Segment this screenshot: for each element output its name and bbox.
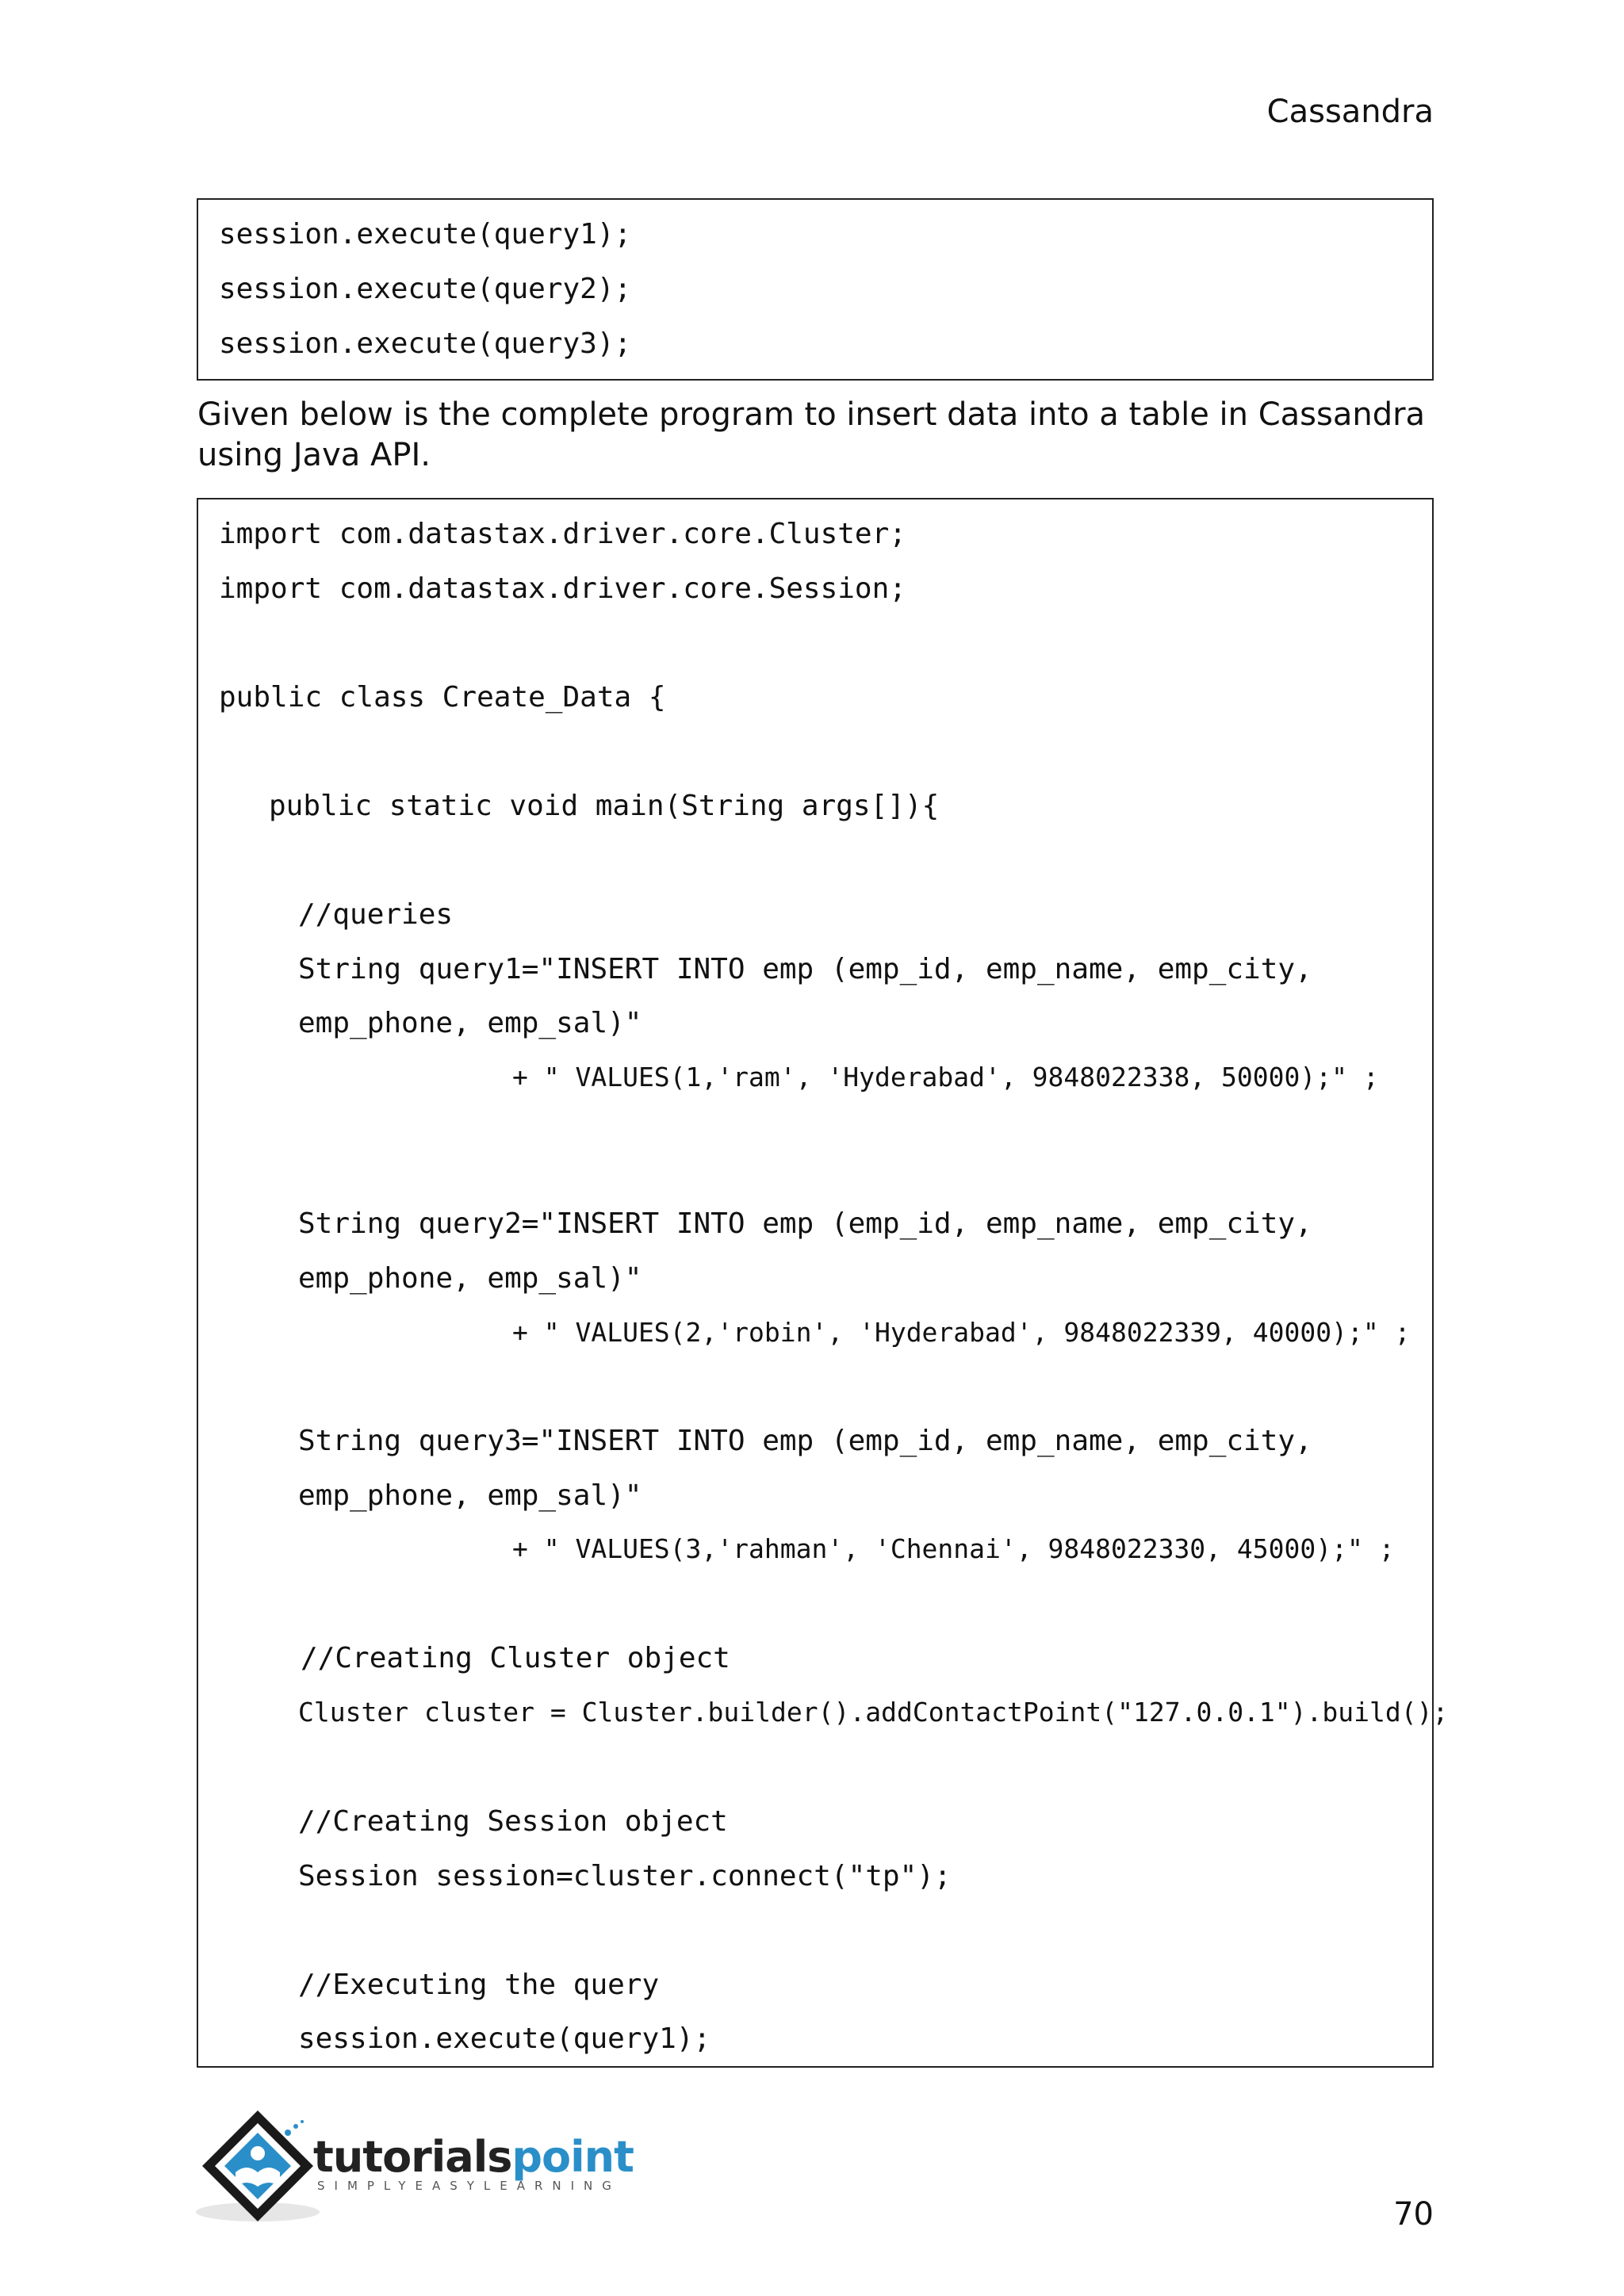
code-line: session.execute(query1); xyxy=(219,218,632,251)
code-line: public static void main(String args[]){ xyxy=(269,790,940,822)
code-line: String query3="INSERT INTO emp (emp_id, emp_name, emp_city, xyxy=(298,1425,1312,1457)
code-line: + " VALUES(2,'robin', 'Hyderabad', 9848022339, 40000);" ; xyxy=(512,1317,1411,1348)
code-line: session.execute(query3); xyxy=(219,327,632,360)
code-line: emp_phone, emp_sal)" xyxy=(298,1479,642,1512)
code-line: String query1="INSERT INTO emp (emp_id, emp_name, emp_city, xyxy=(298,953,1312,985)
code-line: session.execute(query2); xyxy=(219,273,632,305)
code-line: + " VALUES(1,'ram', 'Hyderabad', 9848022338, 50000);" ; xyxy=(512,1062,1379,1093)
logo-wordmark-part2: point xyxy=(511,2132,634,2182)
code-line: import com.datastax.driver.core.Cluster; xyxy=(219,518,906,550)
code-block-execute-calls xyxy=(197,198,1434,381)
code-line: String query2="INSERT INTO emp (emp_id, emp_name, emp_city, xyxy=(298,1207,1312,1240)
code-line: //Creating Session object xyxy=(298,1805,728,1838)
code-line: Session session=cluster.connect("tp"); xyxy=(298,1860,952,1892)
code-line: //queries xyxy=(298,898,454,931)
code-line: import com.datastax.driver.core.Session; xyxy=(219,572,906,605)
running-header: Cassandra xyxy=(1266,94,1434,130)
code-line: emp_phone, emp_sal)" xyxy=(298,1007,642,1039)
page-number: 70 xyxy=(1393,2196,1434,2233)
code-line: //Executing the query xyxy=(298,1969,660,2001)
logo-wordmark xyxy=(313,2132,634,2182)
code-line: public class Create_Data { xyxy=(219,681,666,714)
logo-wordmark-part1: tutorials xyxy=(313,2132,512,2182)
body-paragraph: Given below is the complete program to insert data into a table in Cassandra using Java API. xyxy=(197,396,1426,473)
code-line: emp_phone, emp_sal)" xyxy=(298,1262,642,1295)
code-line: + " VALUES(3,'rahman', 'Chennai', 9848022330, 45000);" ; xyxy=(512,1533,1395,1564)
code-block-create-data-program xyxy=(197,498,1449,2068)
code-line: //Creating Cluster object xyxy=(301,1642,730,1674)
logo-tagline: SIMPLYEASYLEARNING xyxy=(317,2179,621,2193)
code-line: session.execute(query1); xyxy=(298,2022,711,2055)
code-line: Cluster cluster = Cluster.builder().addContactPoint("127.0.0.1").build(); xyxy=(298,1697,1449,1728)
